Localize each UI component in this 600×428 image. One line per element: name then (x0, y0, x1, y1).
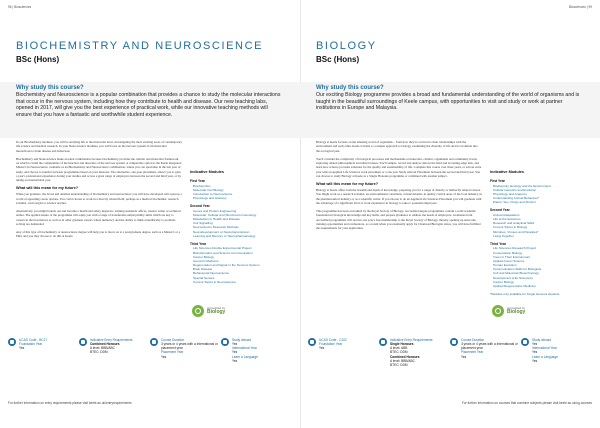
module-item: Neuroscience Research Methods (193, 225, 239, 230)
course-title: BIOLOGY (316, 40, 377, 52)
body-paragraph: In our Biochemistry modules, you will be studying life at the molecular level, investigating the most exciting areas of contemporary life science and medical research. In your Neuroscience modules, you will focus on the nervous system, from molecular interactions to brain disease and behaviour. (16, 140, 182, 153)
module-item: Trees in Their Environment (493, 254, 531, 259)
modules-title: Indicative Modules (190, 170, 224, 174)
module-item: Introduction to Neuroscience (193, 191, 233, 196)
module-item: Cellular Genetics and Evolution (493, 187, 537, 192)
module-item: Learning and Memory or Neuropharmacology (193, 233, 256, 238)
key-fact-line: Foundation Year (19, 342, 43, 347)
module-item: Cancer Biology (193, 254, 214, 259)
future-heading: What will this mean for my future? (316, 181, 379, 186)
key-fact-text (390, 338, 433, 380)
module-item: Development (Life Sciences) (493, 275, 533, 280)
key-fact-text (90, 338, 133, 380)
key-fact (8, 338, 79, 380)
key-fact-text (232, 338, 258, 380)
course-title: BIOCHEMISTRY AND NEUROSCIENCE (16, 40, 264, 52)
key-fact (521, 338, 592, 380)
module-item: Human Evolution (493, 263, 517, 268)
key-fact-line: Combined Honours (390, 354, 420, 359)
key-fact-line: Yes (532, 342, 538, 347)
key-fact (79, 338, 150, 380)
key-fact-line: 3 years or 4 years with a International or placement year (161, 342, 218, 351)
key-fact (450, 338, 521, 380)
key-fact-line: Yes (161, 354, 167, 359)
module-item: Regeneration and Repair in the Nervous System (193, 263, 260, 268)
ucas-icon (8, 338, 16, 346)
module-item: Applied Regenerative Medicine (493, 283, 536, 288)
key-fact-line: A level: BBB/ABC (390, 358, 415, 363)
key-fact-line: A level: ABB (390, 346, 408, 351)
key-fact-line: Foundation Year (319, 342, 343, 347)
key-fact-line: Placement Year (161, 350, 184, 355)
future-paragraph: Any of this type of biochemistry or neuroscience degree will help you to move on to a postgraduate degree, such as a Master's or a PhD, and you may choose to do this at Keele. (16, 229, 181, 239)
future-paragraph: This programme has been accredited by the Royal Society of Biology. Accredited degree programmes contain a solid academic foundation in biological knowledge and key skills, and prepare graduates to address the needs of employers. Graduates from Accredited programmes will receive one year's free membership to the Royal Society of Biology, thereby opening up networks, training opportunities and conferences, as a result when you eventually apply for Chartered Biologist status, you will have fulfilled the requirements for your application. (316, 208, 481, 231)
key-fact (379, 338, 450, 380)
module-item: Cell and Molecular Biotechnology (493, 271, 539, 276)
society-biology-icon (192, 305, 204, 317)
module-item: Conservation Biology (493, 250, 523, 255)
future-paragraphs (16, 192, 182, 238)
future-paragraph: Biology at Keele offers both the breadth and depth of knowledge, preparing you for a range of directly or indirectly related careers. You might work as a research scientist, an environmental consultant, conservationist, in quality control areas of the food industry, in the pharmaceutical industry or as a scientific writer. If you choose to do an Applied Life Sciences Placement you will graduate with the advantage of a significant level of work experience in biology to take to potential employers. (316, 187, 482, 206)
body-paragraph: You'll consider the complexity of biological processes and mechanisms at molecular, cellular, organismal and community levels, exploring related philosophical and ethical issues. You'll sample, record and analyse data in the field and in cutting-edge labs, and learn how science provides solutions for the quality and sustainability of life. Complete this course over three years, or add an extra year with an Applied Life Sciences work placement or a one year Study Abroad Placement between the second and third year. You can choose to study Biology at Keele as a Single Honours programme or combined with another subject. (316, 156, 482, 178)
module-item: Physiology and Anatomy (493, 191, 527, 196)
future-paragraphs (316, 188, 482, 231)
module-item: Physiology and anatomy (193, 196, 227, 201)
key-facts (0, 338, 300, 380)
module-item: Research and Analytical Skills (493, 221, 535, 226)
key-fact-line: A level: BBB/ABC (90, 346, 115, 351)
page-footer: For further information on entry requirements please visit keele.ac.uk/entryrequirements (8, 401, 132, 405)
key-fact-line: Yes (461, 354, 467, 359)
key-fact-line: Learn a Language (232, 354, 258, 359)
module-item: Current Topics in Neuroscience (193, 279, 236, 284)
course-description (316, 140, 482, 234)
logo-line1: Accredited by (507, 305, 526, 310)
key-fact-title: Study abroad (232, 338, 251, 342)
module-item: Brain Disease (193, 267, 213, 272)
ucas-icon (308, 338, 316, 346)
key-fact-line: Learn a Language (532, 354, 558, 359)
modules-note: *Modules only available for Single Honours students (490, 292, 560, 297)
module-year-label: Third Year (190, 241, 207, 246)
key-fact-line: International Year (232, 346, 257, 351)
key-fact-title: Course Duration (161, 338, 185, 342)
key-fact-title: Indicative Entry Requirements (390, 338, 433, 342)
key-fact-text (161, 338, 221, 380)
module-item: Molecular Cell Biology (193, 187, 224, 192)
modules-years (490, 179, 586, 288)
key-fact-line: 3 years or 4 years with a International or placement year (461, 342, 518, 351)
module-year-label: Second Year (190, 204, 210, 209)
key-fact-line: BTEC: DDM (390, 362, 408, 367)
modules-years (190, 179, 286, 284)
key-fact-line: Single Honours (390, 342, 414, 347)
course-description (16, 140, 182, 242)
future-paragraph: When you graduate, the broad and detailed understanding of biochemistry and neuroscience you will have developed will open up a world of appealing career options. You could choose to work in a directly related field, perhaps as a medical biochemist, research scientist, toxicologist or science teacher. (16, 192, 182, 206)
abroad-icon (521, 338, 529, 346)
modules-title: Indicative Modules (490, 170, 524, 174)
why-study-panel (0, 82, 300, 138)
key-fact-title: UCAS Code - C102 (319, 338, 347, 342)
module-year-label: First Year (490, 179, 505, 184)
abroad-icon (221, 338, 229, 346)
accreditation-logo (492, 305, 525, 317)
module-item: Biodiversity, Ecology and the Environment (493, 183, 551, 188)
module-item: Life Sciences Double Experimental Project (193, 246, 252, 251)
module-item: Bioinformatics and Science Communication (193, 250, 253, 255)
body-paragraph: Biology at Keele focuses on the amazing world of organisms – from how they've evolved to their relationships with the environment and each other. Keele is home to a unique approach to biology, examining the diversity of life and its evolution into the ecological past. (316, 140, 478, 153)
future-heading: What will this mean for my future? (16, 186, 79, 191)
module-item: Microbes, Viruses and Parasites* (493, 229, 539, 234)
module-item: Understanding Animal Behaviour* (493, 196, 540, 201)
key-fact-text (319, 338, 347, 380)
entry-icon (379, 338, 387, 346)
module-item: Current Topics in Biology (493, 225, 528, 230)
module-item: Special Senses (193, 275, 215, 280)
course-award: BSc (Hons) (16, 55, 60, 64)
why-study-heading: Why study this course? (16, 85, 84, 91)
module-item: Cancer Biology (493, 279, 514, 284)
module-item: Genomic Medicine (193, 258, 219, 263)
module-item: Biochemistry (193, 183, 211, 188)
duration-icon (150, 338, 158, 346)
key-fact-line: Combined Honours (90, 342, 120, 347)
future-paragraph: Alternatively, you might branch out and become a health and safety inspector, training standards officer, science writer or technical author. The applied nature of the programme will equip you with a range of transferable employability skills which are key to careers in the biosciences as well as in other graduate careers where numeracy and the ability to think scientifically to problem-solving are demanded. (16, 208, 181, 226)
key-fact-title: Study abroad (532, 338, 551, 342)
module-item: Cell Signalling (193, 221, 213, 226)
why-study-text: Biochemistry and Neuroscience is a popular combination that provides a chance to study the molecular interactions that occur in the nervous system, including how they contribute to health and disease. Our new teaching labs, opened in 2017, will give you the best experience of practical work, while our innovative teaching methods will ensure that you have a fantastic and worthwhile student experience. (16, 92, 281, 118)
key-fact-line: Yes (232, 350, 238, 355)
key-fact-line: BTEC: DDM (390, 350, 408, 355)
society-biology-icon (492, 305, 504, 317)
why-study-heading: Why study this course? (316, 85, 384, 91)
key-fact-text (461, 338, 521, 380)
key-fact-line: Yes (232, 358, 238, 363)
module-item: Life Sciences Research Project (493, 246, 536, 251)
duration-icon (450, 338, 458, 346)
module-item: Neurodevelopment or Neurotransmission (193, 229, 250, 234)
why-study-panel (300, 82, 600, 138)
module-year-label: Third Year (490, 241, 507, 246)
right-page (300, 0, 600, 428)
modules-list (490, 170, 586, 296)
page-header: 96 | Biosciences (8, 5, 32, 9)
module-item: Molecular, Cellular and Structural Immunology (193, 212, 257, 217)
key-fact (221, 338, 292, 380)
key-fact-line: Yes (319, 346, 325, 351)
module-year-label: Second Year (490, 208, 510, 213)
key-fact-line: Placement Year (461, 350, 484, 355)
key-fact (308, 338, 379, 380)
module-item: Plants: Sex, Drugs and Alcohol (493, 200, 536, 205)
key-fact-line: Yes (232, 342, 238, 347)
key-fact-line: Yes (532, 350, 538, 355)
modules-list (190, 170, 286, 284)
page-header: Biosciences | 99 (568, 5, 592, 9)
key-fact-text (532, 338, 558, 380)
key-facts (300, 338, 600, 380)
logo-line2: Biology (207, 308, 226, 315)
page-footer: For further information on courses that combine subjects please visit keele.ac.uk/ug-courses (461, 401, 592, 405)
description-paragraphs (16, 140, 182, 183)
module-item: Behavioural Neuroscience (193, 271, 230, 276)
module-item: Metabolism in Health and Disease (193, 217, 240, 222)
key-fact-line: International Year (532, 346, 557, 351)
description-paragraphs (316, 140, 482, 178)
key-fact-title: Course Duration (461, 338, 485, 342)
module-item: Life at the Extremes (493, 217, 521, 222)
module-item: Living Together (493, 233, 514, 238)
key-fact-title: Indicative Entry Requirements (90, 338, 133, 342)
key-fact (150, 338, 221, 380)
module-item: Communication Skills for Biologists (493, 267, 542, 272)
accreditation-logo (192, 305, 225, 317)
body-paragraph: Biochemistry and Neuroscience make an ideal combination because biochemistry provides the cellular and molecular framework on which to build the complexities of the function and disorders of the nervous system. A comparable option is the Keele integrated Master's in Neuroscience, available as an Biochemistry and Neuroscience combination, where you can specialise in the last year of study, and choose to transfer between programmes based on your interests. The alternative, one-year placement, allows you to gain a year's professional experience during your studies and access a great range of employers between the second and third year, or by taking an international year. (16, 156, 182, 183)
why-study-text: Our exciting Biology programme provides a broad and fundamental understanding of the world of organisms and is taught in the beautiful surroundings of Keele campus, with opportunities to visit and study or work at partner institutions in Europe and Malaysia. (316, 92, 580, 112)
module-item: Animal Adaptations (493, 212, 520, 217)
entry-icon (79, 338, 87, 346)
course-award: BSc (Hons) (316, 55, 360, 64)
module-item: Applied Insect Science (493, 258, 525, 263)
key-fact-text (19, 338, 47, 380)
module-item: Genes and Protein Engineering (193, 208, 237, 213)
logo-line1: Accredited by (207, 305, 226, 310)
logo-line2: Biology (507, 308, 526, 315)
key-fact-title: UCAS Code - BC17 (19, 338, 48, 342)
key-fact-line: Yes (532, 358, 538, 363)
key-fact-line: BTEC: DDM (90, 350, 108, 355)
key-fact-line: Yes (19, 346, 25, 351)
module-year-label: First Year (190, 179, 205, 184)
